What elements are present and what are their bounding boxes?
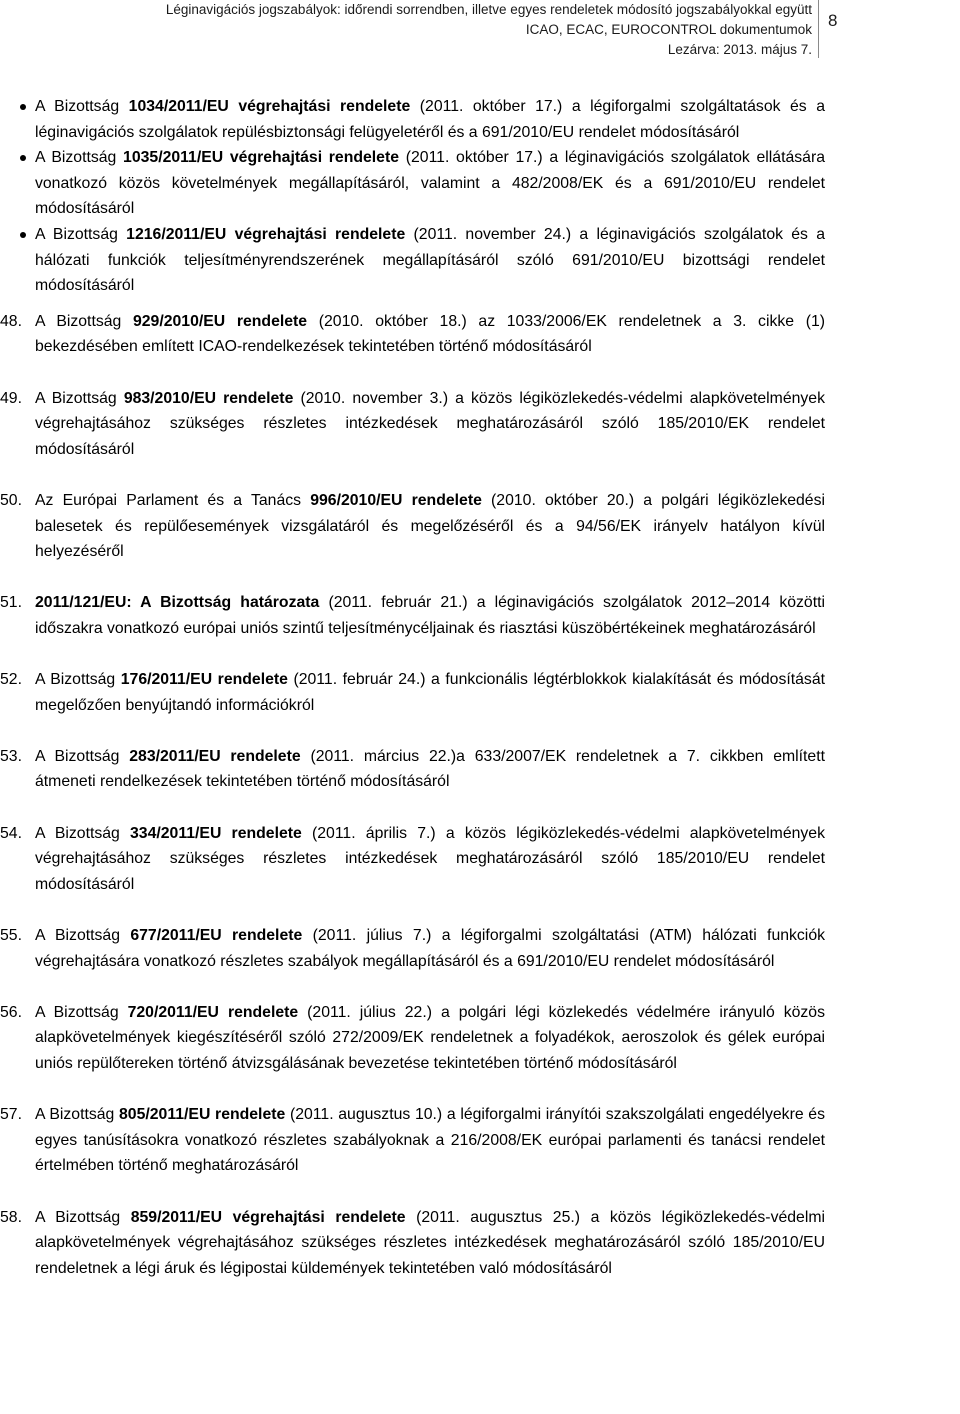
item-text-a: A Bizottság: [35, 1106, 120, 1124]
item-number: 48.: [0, 312, 22, 330]
item-text-a: A Bizottság: [35, 389, 124, 407]
list-item: [0, 488, 825, 565]
item-text-c: (2011. augusztus 25.) a közös légiközlekedés-védelmi alapkövetelmények végrehajtásához szükséges részletes intézkedések meghatározásáról szóló 185/2010/EU rendeletnek a légi áruk és légipostai küldemények tekintetében való módosításáról: [35, 1208, 825, 1277]
bullet-item: [35, 94, 825, 145]
item-text-a: A Bizottság: [35, 671, 121, 689]
list-item: [0, 590, 826, 641]
bullet-icon: [20, 232, 26, 238]
list-item: [0, 923, 826, 974]
header-line-3: Lezárva: 2013. május 7.: [667, 42, 812, 57]
bullet-text-bold: 1035/2011/EU végrehajtási rendelete: [123, 149, 400, 167]
item-text-c: (2010. október 18.) az 1033/2006/EK rendeletnek a 3. cikke (1) bekezdésében említett ICAO-rendelkezések tekintetében történő módosításáról: [35, 312, 825, 356]
item-text-c: (2010. október 20.) a polgári légiközlekedési balesetek és repülőesemények vizsgálatáról és megelőzéséről és a 94/56/EK irányelv hatályon kívül helyezéséről: [35, 491, 825, 561]
item-text-bold: 283/2011/EU rendelete: [129, 747, 301, 765]
bullet-text-bold: 1034/2011/EU végrehajtási rendelete: [128, 98, 411, 115]
list-item: [0, 1000, 825, 1077]
item-number: 51.: [0, 594, 22, 612]
item-number: 55.: [0, 927, 22, 944]
item-number: 57.: [0, 1106, 22, 1124]
bullet-list: [0, 94, 960, 299]
list-item: [0, 1102, 825, 1179]
item-text-a: A Bizottság: [35, 1003, 128, 1021]
item-text-c: (2010. november 3.) a közös légiközlekedés-védelmi alapkövetelmények végrehajtásához szükséges részletes intézkedések meghatározásáról szóló 185/2010/EK rendelet módosításáról: [35, 389, 825, 458]
item-text-a: A Bizottság: [35, 1208, 131, 1226]
bullet-text-c: (2011. október 17.) a léginavigációs szolgálatok ellátására vonatkozó közös követelmények megállapításáról, valamint a 482/2008/EK és a 691/2010/EU rendelet módosításáról: [35, 149, 826, 218]
item-text-a: A Bizottság: [35, 312, 133, 330]
item-text-bold: 805/2011/EU rendelete: [119, 1106, 286, 1124]
item-text-a: A Bizottság: [35, 824, 131, 842]
item-text-c: (2011. február 24.) a funkcionális légtérblokkok kialakítását és módosítását megelőzően benyújtandó információkról: [35, 671, 825, 714]
item-text-bold: 929/2010/EU rendelete: [132, 312, 308, 330]
item-text-c: (2011. április 7.) a közös légiközlekedés-védelmi alapkövetelmények végrehajtásához szükséges részletes intézkedések meghatározásáról szóló 185/2010/EU rendelet módosításáról: [35, 824, 825, 893]
list-item: [0, 1205, 825, 1282]
item-text-c: (2011. július 22.) a polgári légi közlekedés védelmére irányuló közös alapkövetelmények kiegészítéséről szóló 272/2009/EK rendeletnek a folyadékok, aeroszolok és gélek európai uniós repülőtereken történő átvizsgálásának bevezetése tekintetében történő módosításáról: [35, 1003, 825, 1072]
header-divider: [818, 0, 819, 58]
bullet-item: [35, 145, 825, 222]
item-text-bold: 176/2011/EU rendelete: [120, 671, 288, 689]
item-text-c: (2011. augusztus 10.) a légiforgalmi irányítói szakszolgálati engedélyekre és egyes tanúsításokra vonatkozó részletes szabályoknak a 216/2008/EK európai parlamenti és tanácsi rendelet értelmében történő meghatározásáról: [35, 1106, 825, 1175]
item-text-bold: 983/2010/EU rendelete: [123, 389, 294, 407]
bullet-text-a: A Bizottság: [35, 149, 124, 167]
list-item: [0, 744, 825, 795]
item-text-c: (2011. július 7.) a légiforgalmi szolgáltatási (ATM) hálózati funkciók végrehajtására vonatkozó részletes szabályok megállapításáról és a 691/2010/EU rendelet módosításáról: [35, 927, 826, 970]
bullet-text-a: A Bizottság: [35, 225, 127, 243]
header-line-2: ICAO, ECAC, EUROCONTROL dokumentumok: [525, 22, 812, 37]
document-body: [0, 94, 960, 1281]
bullet-icon: [20, 104, 26, 110]
page-number: 8: [828, 11, 838, 30]
bullet-text-bold: 1216/2011/EU végrehajtási rendelete: [126, 225, 406, 243]
item-number: 49.: [0, 389, 22, 407]
item-text-a: A Bizottság: [35, 747, 130, 765]
header-line-1: Léginavigációs jogszabályok: időrendi sorrendben, illetve egyes rendeletek módosító jogszabályokkal együtt: [165, 2, 812, 17]
bullet-text-a: A Bizottság: [35, 98, 129, 115]
item-text-bold: 859/2011/EU végrehajtási rendelete: [130, 1208, 406, 1226]
item-text-bold: 677/2011/EU rendelete: [130, 927, 303, 944]
item-text-a: A Bizottság: [35, 927, 131, 944]
item-text-c: (2011. február 21.) a léginavigációs szolgálatok 2012–2014 közötti időszakra vonatkozó európai uniós szintű teljesítménycéljainak és riasztási küszöbértékeinek meghatározásáról: [35, 594, 826, 637]
item-text-a: Az Európai Parlament és a Tanács: [35, 491, 311, 509]
item-text-bold: 334/2011/EU rendelete: [130, 824, 302, 842]
item-number: 53.: [0, 747, 22, 765]
bullet-icon: [20, 155, 26, 161]
item-number: 52.: [0, 671, 22, 689]
item-number: 54.: [0, 824, 22, 842]
list-item: [0, 667, 825, 718]
item-text-bold: 2011/121/EU: A Bizottság határozata: [35, 594, 320, 612]
item-number: 58.: [0, 1208, 22, 1226]
item-number: 50.: [0, 491, 22, 509]
page-header: [0, 0, 960, 58]
bullet-item: [35, 222, 825, 299]
item-number: 56.: [0, 1003, 22, 1021]
bullet-text-c: (2011. november 24.) a léginavigációs szolgálatok és a hálózati funkciók teljesítményrendszerének megállapításáról szóló 691/2010/EU bizottsági rendelet módosításáról: [35, 225, 825, 295]
item-text-c: (2011. március 22.)a 633/2007/EK rendeletnek a 7. cikkben említett átmeneti rendelkezések tekintetében történő módosításáról: [35, 747, 825, 791]
bullet-text-c: (2011. október 17.) a légiforgalmi szolgáltatások és a léginavigációs szolgálatok repülésbiztonsági felügyeletéről és a 691/2010/EU rendelet módosításáról: [35, 98, 825, 141]
list-item: [0, 386, 825, 463]
header-text: [166, 0, 812, 60]
item-text-bold: 996/2010/EU rendelete: [310, 491, 482, 509]
list-item: [0, 821, 825, 898]
item-text-bold: 720/2011/EU rendelete: [127, 1003, 299, 1021]
list-item: [0, 309, 825, 360]
